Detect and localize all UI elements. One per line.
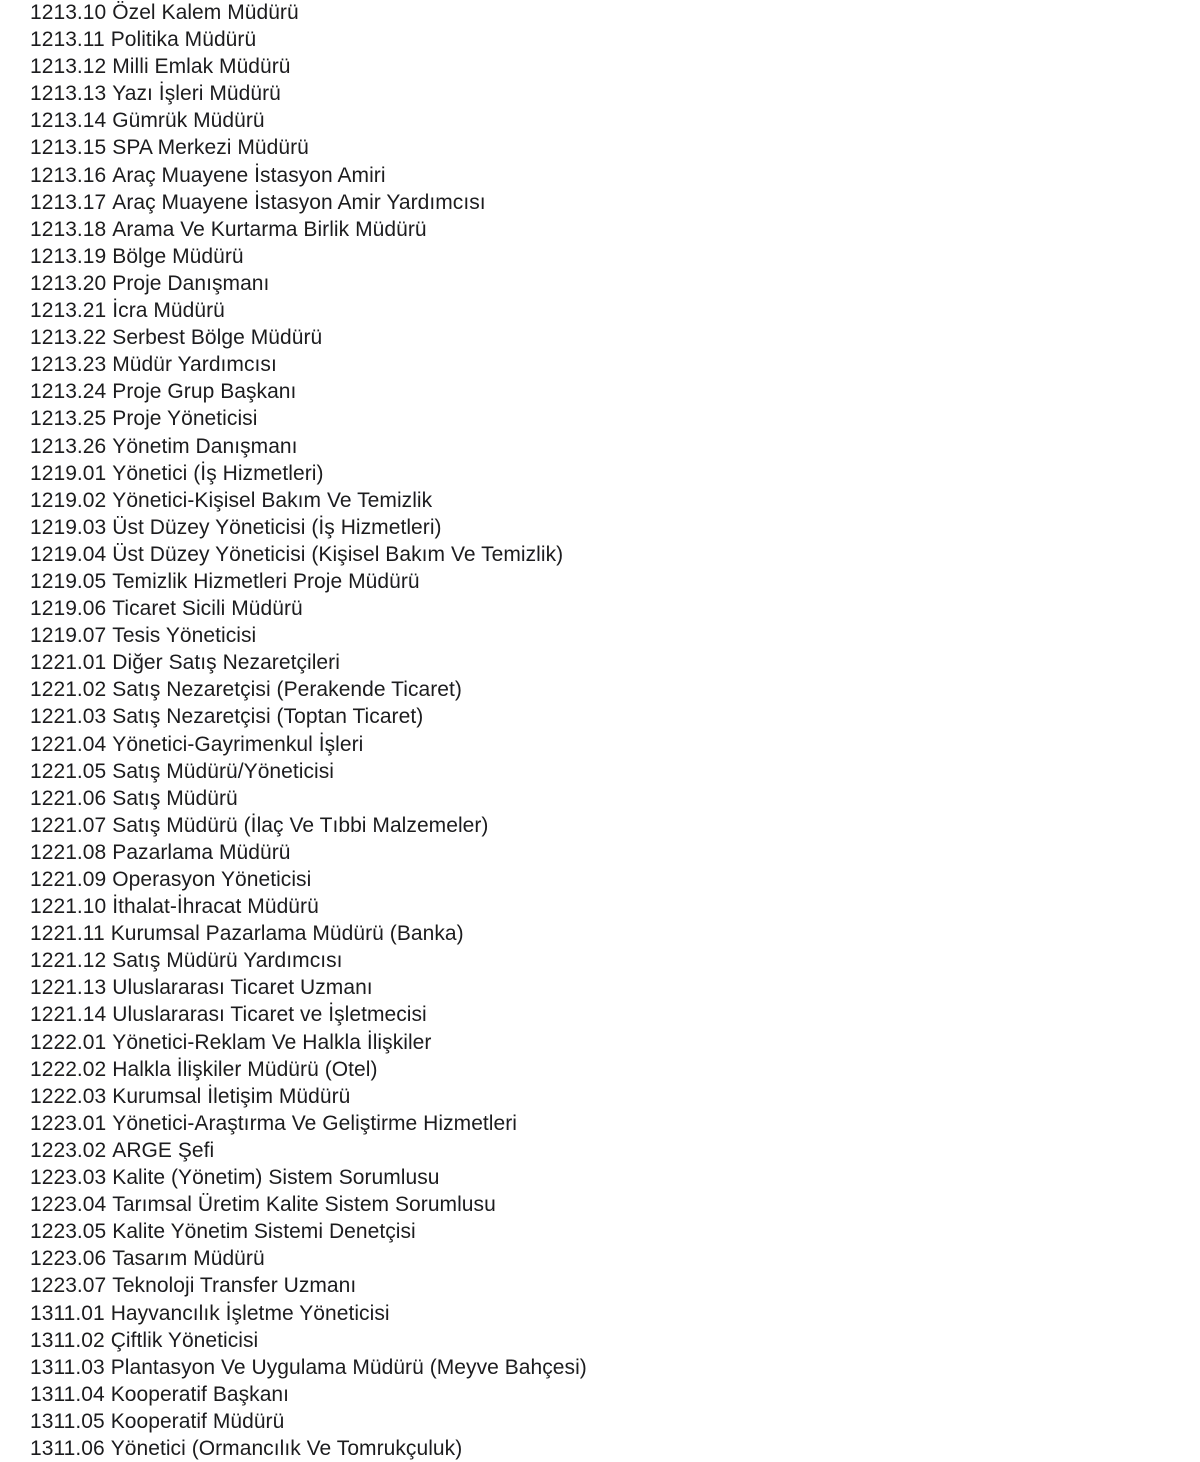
occupation-code: 1222.01 [30,1030,107,1054]
occupation-code: 1222.03 [30,1084,107,1108]
list-item [30,731,1180,758]
list-item [30,839,1180,866]
occupation-title: Satış Nezaretçisi (Perakende Ticaret) [112,678,462,702]
list-item [30,1083,1180,1110]
occupation-code: 1223.06 [30,1247,107,1271]
occupation-title: Operasyon Yöneticisi [112,868,312,891]
occupation-code: 1221.04 [30,732,107,756]
list-item [30,785,1180,812]
list-item [30,189,1180,216]
occupation-code: 1221.05 [30,759,107,783]
list-item [30,1191,1180,1218]
occupation-title: Serbest Bölge Müdürü [112,326,323,350]
occupation-code: 1223.07 [30,1274,107,1298]
occupation-title: Müdür Yardımcısı [112,353,277,377]
occupation-title: Özel Kalem Müdürü [112,1,299,24]
occupation-code: 1221.09 [30,868,107,891]
occupation-title: Pazarlama Müdürü [112,840,291,864]
occupation-code: 1311.05 [30,1409,105,1433]
occupation-code: 1221.01 [30,651,107,675]
occupation-title: Halkla İlişkiler Müdürü (Otel) [112,1057,378,1081]
occupation-code: 1221.11 [30,922,105,946]
occupation-title: İcra Müdürü [112,299,225,323]
occupation-code: 1221.06 [30,786,107,810]
occupation-code: 1219.02 [30,488,107,512]
occupation-code: 1219.05 [30,569,107,593]
occupation-code-list [30,0,1180,1462]
list-item [30,26,1180,53]
occupation-title: Yazı İşleri Müdürü [112,82,281,106]
list-item [30,920,1180,947]
occupation-code: 1311.02 [30,1328,105,1352]
occupation-title: SPA Merkezi Müdürü [112,136,309,160]
list-item [30,270,1180,297]
occupation-title: Tarımsal Üretim Kalite Sistem Sorumlusu [112,1193,496,1217]
list-item [30,107,1180,134]
list-item [30,243,1180,270]
occupation-title: Tesis Yöneticisi [112,624,257,648]
occupation-title: Satış Müdürü (İlaç Ve Tıbbi Malzemeler) [112,813,489,837]
occupation-title: Üst Düzey Yöneticisi (Kişisel Bakım Ve Temizlik) [112,542,564,566]
occupation-title: Üst Düzey Yöneticisi (İş Hizmetleri) [112,515,442,539]
occupation-title: Yönetici (İş Hizmetleri) [112,461,324,485]
list-item [30,405,1180,432]
occupation-code: 1213.18 [30,217,107,241]
list-item [30,622,1180,649]
occupation-title: Yönetici (Ormancılık Ve Tomrukçuluk) [110,1436,463,1460]
occupation-title: Arama Ve Kurtarma Birlik Müdürü [112,217,427,241]
list-item [30,947,1180,974]
occupation-code: 1221.14 [30,1003,107,1027]
occupation-code: 1213.12 [30,55,107,79]
occupation-title: Temizlik Hizmetleri Proje Müdürü [112,569,420,593]
occupation-code: 1219.06 [30,597,107,621]
occupation-title: Hayvancılık İşletme Yöneticisi [110,1301,390,1325]
occupation-code: 1219.07 [30,624,107,648]
list-item [30,1381,1180,1408]
list-item [30,1435,1180,1462]
occupation-title: Proje Danışmanı [112,271,270,295]
list-item [30,134,1180,161]
list-item [30,1245,1180,1272]
occupation-code: 1213.13 [30,82,107,106]
list-item [30,1029,1180,1056]
occupation-code: 1223.04 [30,1193,107,1217]
occupation-title: Bölge Müdürü [112,244,244,268]
occupation-code: 1219.03 [30,515,107,539]
occupation-code: 1221.03 [30,705,107,729]
occupation-code: 1223.02 [30,1138,107,1162]
list-item [30,1056,1180,1083]
list-item [30,216,1180,243]
occupation-title: Araç Muayene İstasyon Amiri [112,163,386,187]
occupation-title: Uluslararası Ticaret ve İşletmecisi [112,1003,427,1027]
occupation-title: Politika Müdürü [110,28,257,52]
occupation-code: 1311.04 [30,1382,105,1406]
list-item [30,1272,1180,1299]
list-item [30,812,1180,839]
list-item [30,703,1180,730]
list-item [30,1218,1180,1245]
occupation-code: 1213.16 [30,163,107,187]
list-item [30,1164,1180,1191]
list-item [30,378,1180,405]
occupation-code: 1213.25 [30,407,107,431]
occupation-title: İthalat-İhracat Müdürü [112,895,319,919]
list-item [30,649,1180,676]
occupation-code: 1213.22 [30,326,107,350]
list-item [30,893,1180,920]
list-item [30,1327,1180,1354]
list-item [30,758,1180,785]
occupation-code: 1221.10 [30,895,107,919]
occupation-title: Yönetici-Gayrimenkul İşleri [112,732,364,756]
occupation-title: Diğer Satış Nezaretçileri [112,651,340,675]
occupation-code: 1213.19 [30,244,107,268]
occupation-code: 1311.01 [30,1301,105,1325]
occupation-title: Yönetici-Reklam Ve Halkla İlişkiler [112,1030,432,1054]
occupation-title: Satış Nezaretçisi (Toptan Ticaret) [112,705,424,729]
occupation-code: 1221.08 [30,840,107,864]
occupation-code: 1213.15 [30,136,107,160]
list-item [30,80,1180,107]
occupation-title: ARGE Şefi [112,1138,215,1162]
list-item [30,460,1180,487]
occupation-title: Proje Grup Başkanı [112,380,297,404]
occupation-code: 1219.01 [30,461,107,485]
occupation-code: 1221.13 [30,976,107,1000]
occupation-title: Plantasyon Ve Uygulama Müdürü (Meyve Bahçesi) [110,1355,587,1379]
list-item [30,866,1180,893]
list-item [30,433,1180,460]
occupation-code: 1221.07 [30,813,107,837]
occupation-title: Ticaret Sicili Müdürü [112,597,303,621]
list-item [30,1001,1180,1028]
list-item [30,1137,1180,1164]
list-item [30,676,1180,703]
occupation-code: 1213.26 [30,434,107,458]
occupation-title: Yönetici-Kişisel Bakım Ve Temizlik [112,488,433,512]
occupation-title: Satış Müdürü Yardımcısı [112,949,343,973]
list-item [30,53,1180,80]
list-item [30,974,1180,1001]
occupation-code: 1222.02 [30,1057,107,1081]
occupation-title: Yönetici-Araştırma Ve Geliştirme Hizmetleri [112,1111,518,1135]
occupation-title: Satış Müdürü/Yöneticisi [112,759,335,783]
occupation-title: Kurumsal İletişim Müdürü [112,1084,351,1108]
list-item [30,351,1180,378]
occupation-title: Kalite (Yönetim) Sistem Sorumlusu [112,1166,440,1190]
occupation-title: Kalite Yönetim Sistemi Denetçisi [112,1220,416,1244]
occupation-code: 1213.14 [30,109,107,133]
list-item [30,487,1180,514]
list-item [30,595,1180,622]
list-item [30,1408,1180,1435]
occupation-title: Milli Emlak Müdürü [112,55,291,79]
occupation-code: 1223.01 [30,1111,107,1135]
occupation-code: 1311.06 [30,1436,105,1460]
list-item [30,1110,1180,1137]
list-item [30,1300,1180,1327]
occupation-title: Yönetim Danışmanı [112,434,298,458]
occupation-title: Teknoloji Transfer Uzmanı [112,1274,357,1298]
occupation-code: 1213.17 [30,190,107,214]
list-item [30,1354,1180,1381]
occupation-code: 1213.23 [30,353,107,377]
occupation-code: 1223.05 [30,1220,107,1244]
list-item [30,162,1180,189]
occupation-title: Araç Muayene İstasyon Amir Yardımcısı [112,190,486,214]
occupation-title: Proje Yöneticisi [112,407,258,431]
occupation-title: Tasarım Müdürü [112,1247,265,1271]
occupation-title: Kooperatif Başkanı [110,1382,290,1406]
list-item [30,568,1180,595]
occupation-title: Çiftlik Yöneticisi [110,1328,259,1352]
list-item [30,0,1180,26]
list-item [30,297,1180,324]
occupation-title: Kurumsal Pazarlama Müdürü (Banka) [110,922,464,946]
list-item [30,324,1180,351]
occupation-title: Kooperatif Müdürü [110,1409,285,1433]
occupation-code: 1213.21 [30,299,107,323]
occupation-title: Uluslararası Ticaret Uzmanı [112,976,373,1000]
list-item [30,514,1180,541]
occupation-title: Gümrük Müdürü [112,109,265,133]
occupation-code: 1213.11 [30,28,105,52]
occupation-code: 1311.03 [30,1355,105,1379]
occupation-code: 1221.02 [30,678,107,702]
occupation-code: 1219.04 [30,542,107,566]
occupation-code: 1223.03 [30,1166,107,1190]
occupation-code: 1221.12 [30,949,107,973]
occupation-title: Satış Müdürü [112,786,238,810]
list-item [30,541,1180,568]
occupation-code: 1213.20 [30,271,107,295]
occupation-code: 1213.10 [30,1,107,24]
occupation-code: 1213.24 [30,380,107,404]
